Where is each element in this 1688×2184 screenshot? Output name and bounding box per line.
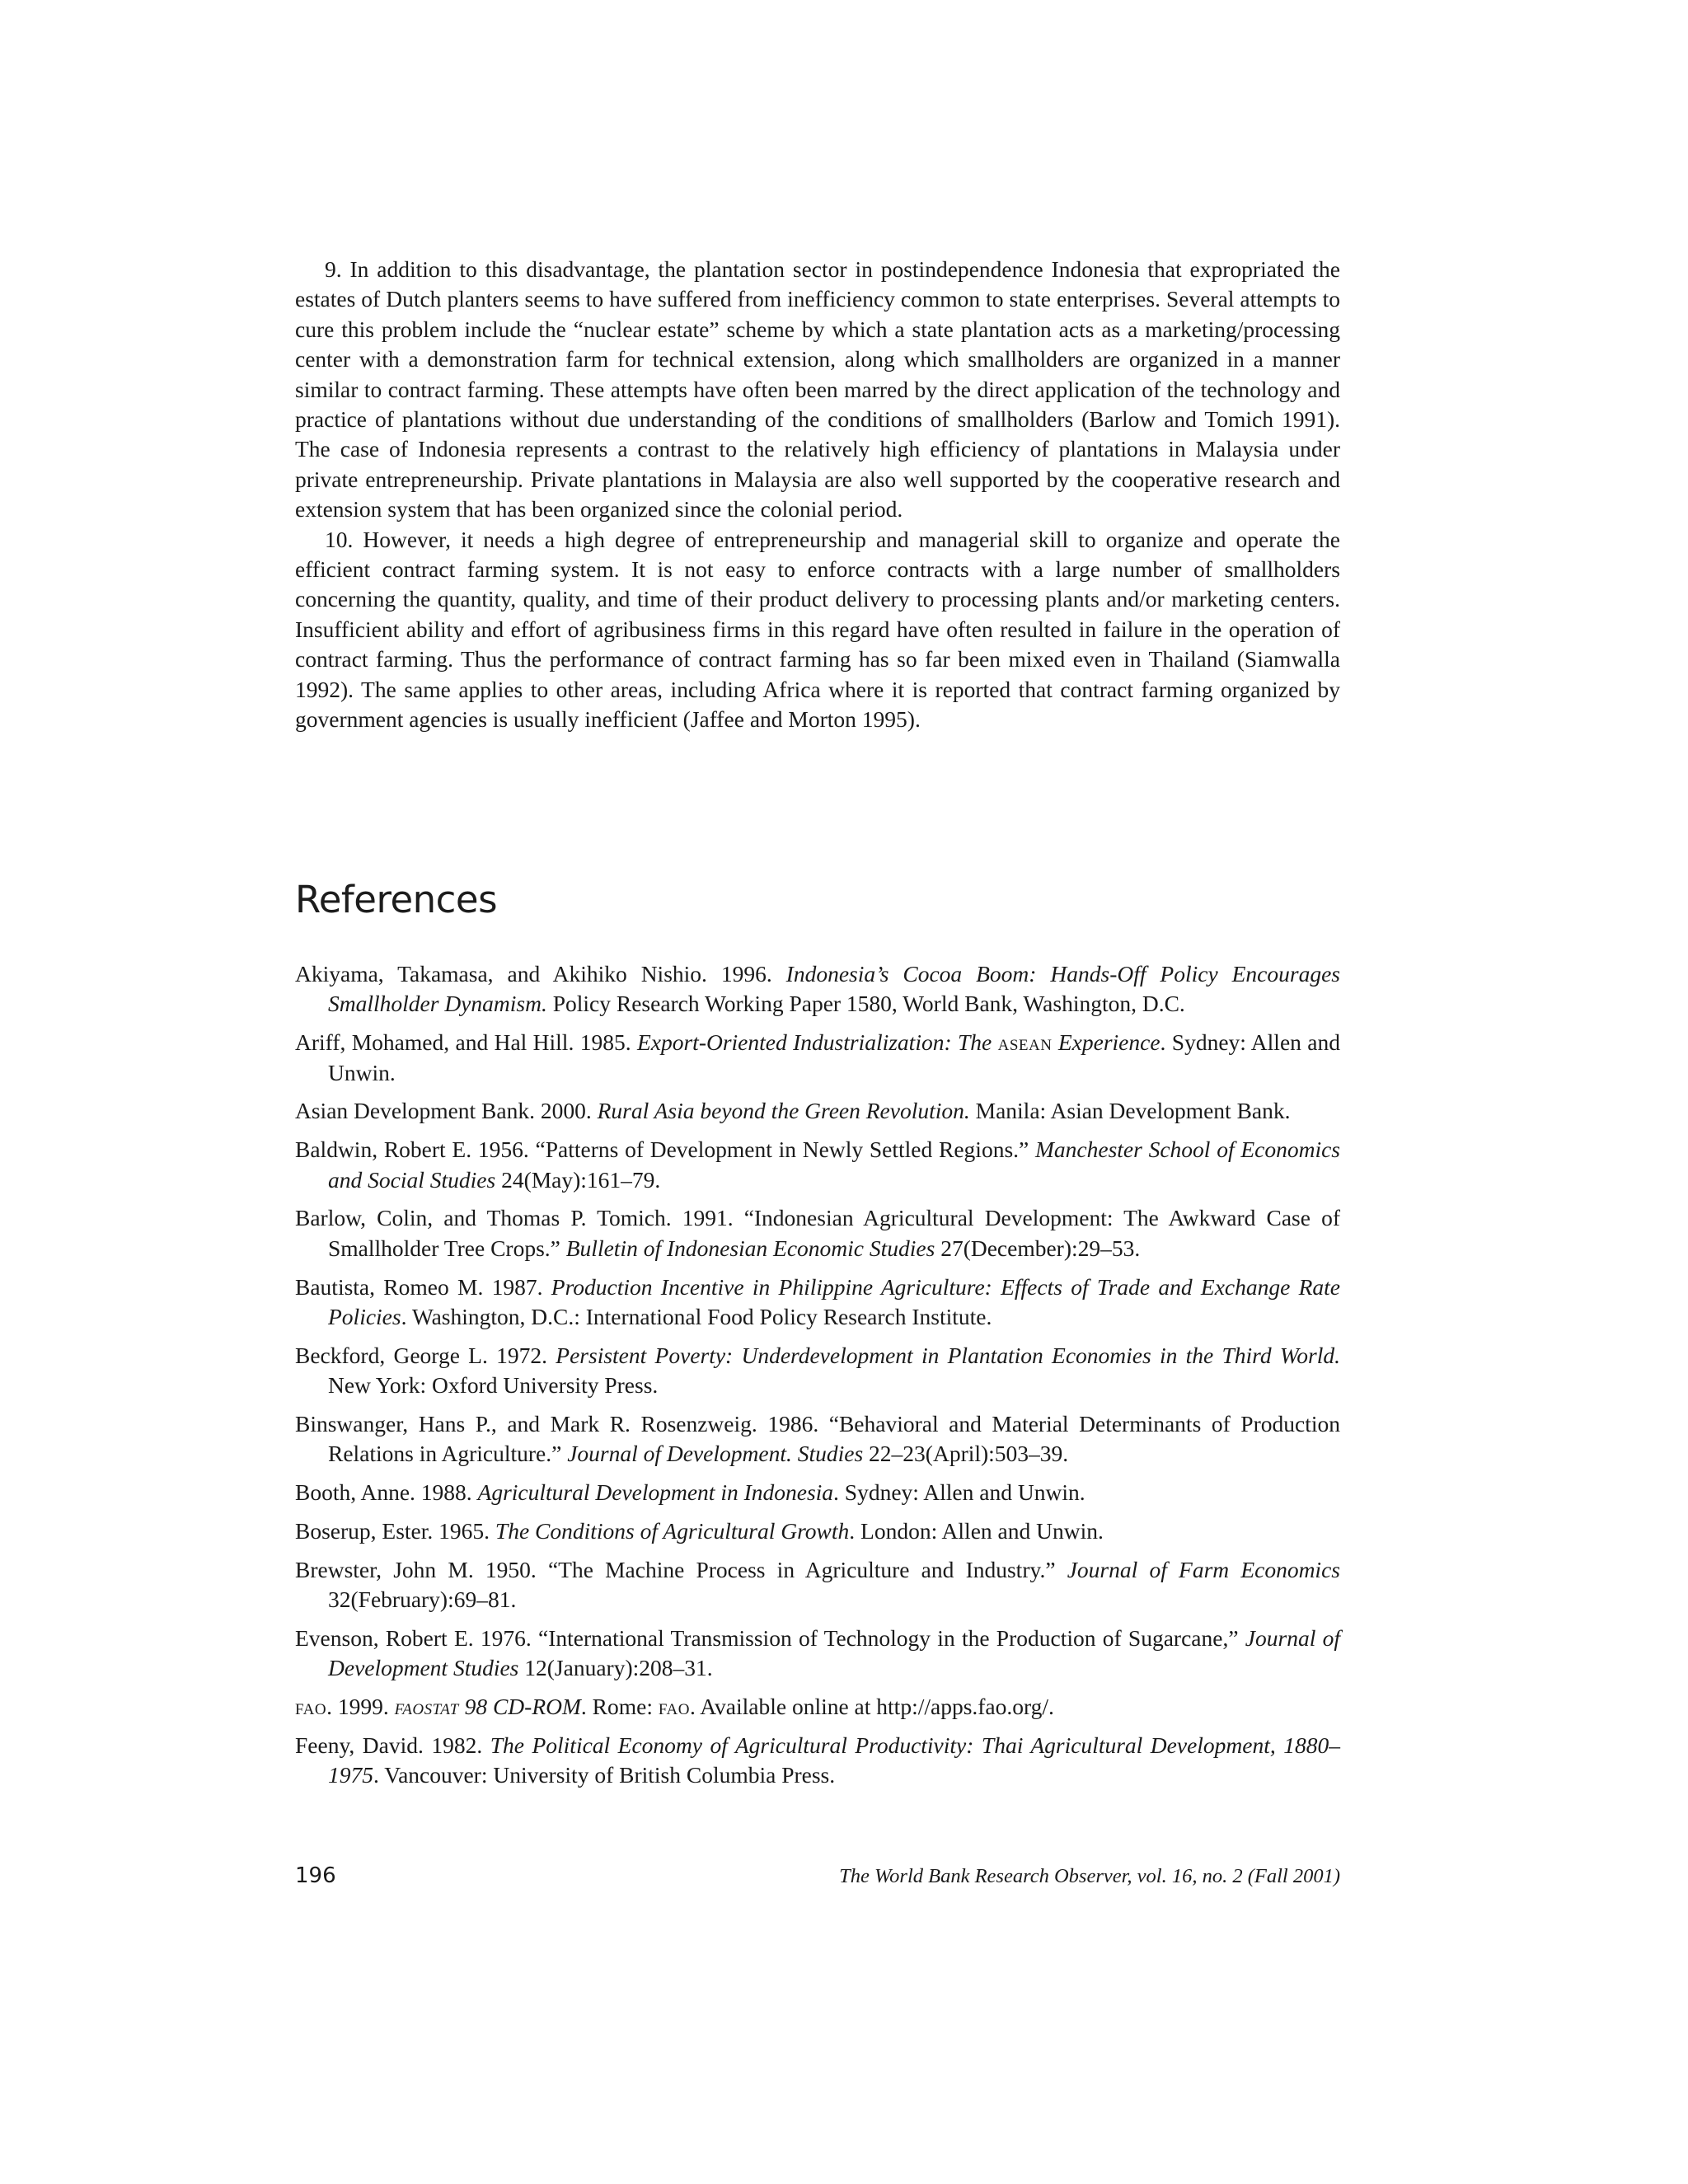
reference-item: Evenson, Robert E. 1976. “International Transmission of Technology in the Production of Sugarcane,” Journal of Development Studies 12(January):208–31.: [295, 1625, 1340, 1681]
reference-item: Beckford, George L. 1972. Persistent Poverty: Underdevelopment in Plantation Economies in the Third World. New York: Oxford University Press.: [295, 1342, 1340, 1399]
reference-item: Feeny, David. 1982. The Political Economy of Agricultural Productivity: Thai Agricultural Development, 1880–1975. Vancouver: University of British Columbia Press.: [295, 1732, 1340, 1788]
endnote-9: 9. In addition to this disadvantage, the plantation sector in postindependence Indonesia that expropriated the estates of Dutch planters seems to have suffered from inefficiency common to state enterprises. Several attempts to cure this problem include the “nuclear estate” scheme by which a state plantation acts as a marketing/processing center with a demonstration farm for technical extension, along which smallholders are organized in a manner similar to contract farming. These attempts have often been marred by the direct application of the technology and practice of plantations without due understanding of the conditions of smallholders (Barlow and Tomich 1991). The case of Indonesia represents a contrast to the relatively high efficiency of plantations in Malaysia under private entrepreneurship. Private plantations in Malaysia are also well supported by the cooperative research and extension system that has been organized since the colonial period.: [295, 256, 1340, 523]
reference-item: Binswanger, Hans P., and Mark R. Rosenzweig. 1986. “Behavioral and Material Determinants of Production Relations in Agriculture.” Journal of Development. Studies 22–23(April):503–39.: [295, 1411, 1340, 1467]
endnote-10: 10. However, it needs a high degree of entrepreneurship and managerial skill to organize and operate the efficient contract farming system. It is not easy to enforce contracts with a large number of smallholders concerning the quantity, quality, and time of their product delivery to processing plants and/or marketing centers. Insufficient ability and effort of agribusiness firms in this regard have often resulted in failure in the operation of contract farming. Thus the performance of contract farming has so far been mixed even in Thailand (Siamwalla 1992). The same applies to other areas, including Africa where it is reported that contract farming organized by government agencies is usually inefficient (Jaffee and Morton 1995).: [295, 526, 1340, 733]
reference-item: Brewster, John M. 1950. “The Machine Process in Agriculture and Industry.” Journal of Farm Economics 32(February):69–81.: [295, 1556, 1340, 1613]
reference-item: Akiyama, Takamasa, and Akihiko Nishio. 1996. Indonesia’s Cocoa Boom: Hands-Off Policy Encourages Smallholder Dynamism. Policy Research Working Paper 1580, World Bank, Washington, D.C.: [295, 961, 1340, 1017]
references-list: [295, 959, 1340, 1799]
reference-item: Bautista, Romeo M. 1987. Production Incentive in Philippine Agriculture: Effects of Trade and Exchange Rate Policies. Washington, D.C.: International Food Policy Research Institute.: [295, 1273, 1340, 1330]
page-body: [295, 255, 1341, 1788]
reference-item: Booth, Anne. 1988. Agricultural Development in Indonesia. Sydney: Allen and Unwin.: [295, 1479, 1085, 1506]
journal-footer: The World Bank Research Observer, vol. 16, no. 2 (Fall 2001): [839, 1865, 1340, 1887]
reference-item: Boserup, Ester. 1965. The Conditions of Agricultural Growth. London: Allen and Unwin.: [295, 1518, 1104, 1544]
reference-item: fao. 1999. faostat 98 CD-ROM. Rome: fao. Available online at http://apps.fao.org/.: [295, 1694, 1054, 1720]
reference-item: Asian Development Bank. 2000. Rural Asia beyond the Green Revolution. Manila: Asian Development Bank.: [295, 1098, 1291, 1124]
page-number: 196: [295, 1863, 336, 1888]
reference-item: Baldwin, Robert E. 1956. “Patterns of Development in Newly Settled Regions.” Manchester School of Economics and Social Studies 24(May):161–79.: [295, 1137, 1341, 1193]
endnotes: [295, 255, 1340, 735]
reference-item: Ariff, Mohamed, and Hal Hill. 1985. Export-Oriented Industrialization: The asean Experience. Sydney: Allen and Unwin.: [295, 1029, 1340, 1085]
reference-item: Barlow, Colin, and Thomas P. Tomich. 1991. “Indonesian Agricultural Development: The Awkward Case of Smallholder Tree Crops.” Bulletin of Indonesian Economic Studies 27(December):29–53.: [295, 1205, 1340, 1261]
references-heading: References: [295, 878, 498, 921]
